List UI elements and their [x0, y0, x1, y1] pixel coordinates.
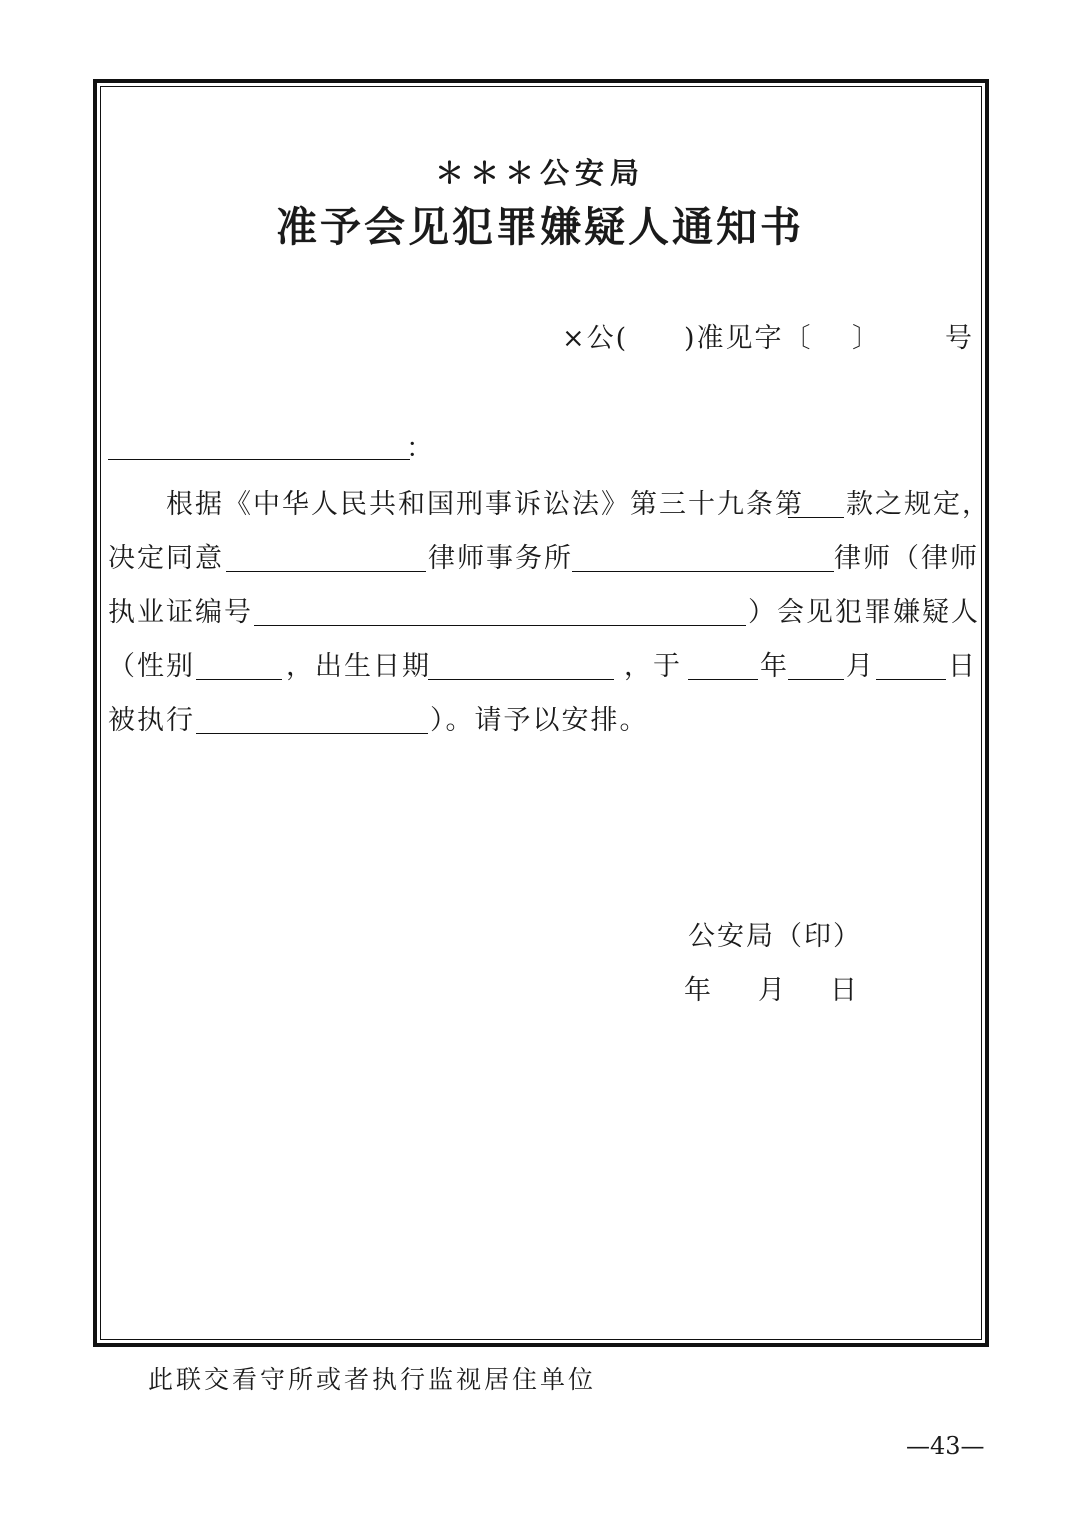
body-line-2-start: 决定同意: [108, 543, 224, 574]
issuing-authority: ＊＊＊公安局: [434, 156, 645, 190]
doc-number-prefix: ×公(: [562, 323, 629, 354]
body-line-4-year: 年: [760, 651, 789, 682]
body-line-4-on: ，于: [624, 651, 682, 682]
copy-recipient-note: 此联交看守所或者执行监视居住单位: [148, 1365, 597, 1394]
body-line-5-start: 被执行: [108, 705, 195, 736]
police-seal-label: 公安局（印）: [688, 921, 862, 952]
lawyer-name-blank[interactable]: [572, 544, 834, 572]
doc-number-suffix: 号: [945, 323, 974, 354]
body-line-1-text: 根据《中华人民共和国刑事诉讼法》第三十九条第: [166, 489, 804, 520]
body-line-2-end: 律师（律师: [834, 543, 979, 574]
sign-year-label: 年: [684, 975, 713, 1006]
execution-day-blank[interactable]: [876, 652, 946, 680]
body-line-3-start: 执业证编号: [108, 597, 253, 628]
body-line-3-end: ）会见犯罪嫌疑人: [748, 597, 980, 628]
clause-number-blank[interactable]: [788, 490, 844, 518]
doc-number-middle: )准见字〔: [684, 323, 813, 354]
body-line-2-firm: 律师事务所: [428, 543, 573, 574]
coercive-measure-blank[interactable]: [196, 706, 428, 734]
body-line-1-end: 款之规定，: [846, 489, 991, 520]
body-line-4-dob-label: ，出生日期: [286, 651, 431, 682]
page-number: —43—: [906, 1432, 985, 1460]
execution-month-blank[interactable]: [788, 652, 844, 680]
birth-date-blank[interactable]: [428, 652, 614, 680]
addressee-blank[interactable]: [108, 432, 410, 460]
doc-number-bracket-close: 〕: [852, 323, 881, 354]
body-line-4-day: 日: [948, 651, 977, 682]
license-number-blank[interactable]: [254, 598, 746, 626]
addressee-colon: ：: [406, 433, 435, 464]
body-line-4-month: 月: [846, 651, 875, 682]
gender-blank[interactable]: [196, 652, 282, 680]
body-line-4-gender-label: （性别: [108, 651, 195, 682]
law-firm-blank[interactable]: [226, 544, 426, 572]
sign-month-label: 月: [758, 975, 787, 1006]
execution-year-blank[interactable]: [688, 652, 758, 680]
body-line-5-end: ）。请予以安排。: [430, 705, 649, 736]
document-title: 准予会见犯罪嫌疑人通知书: [276, 203, 804, 251]
sign-day-label: 日: [830, 975, 859, 1006]
